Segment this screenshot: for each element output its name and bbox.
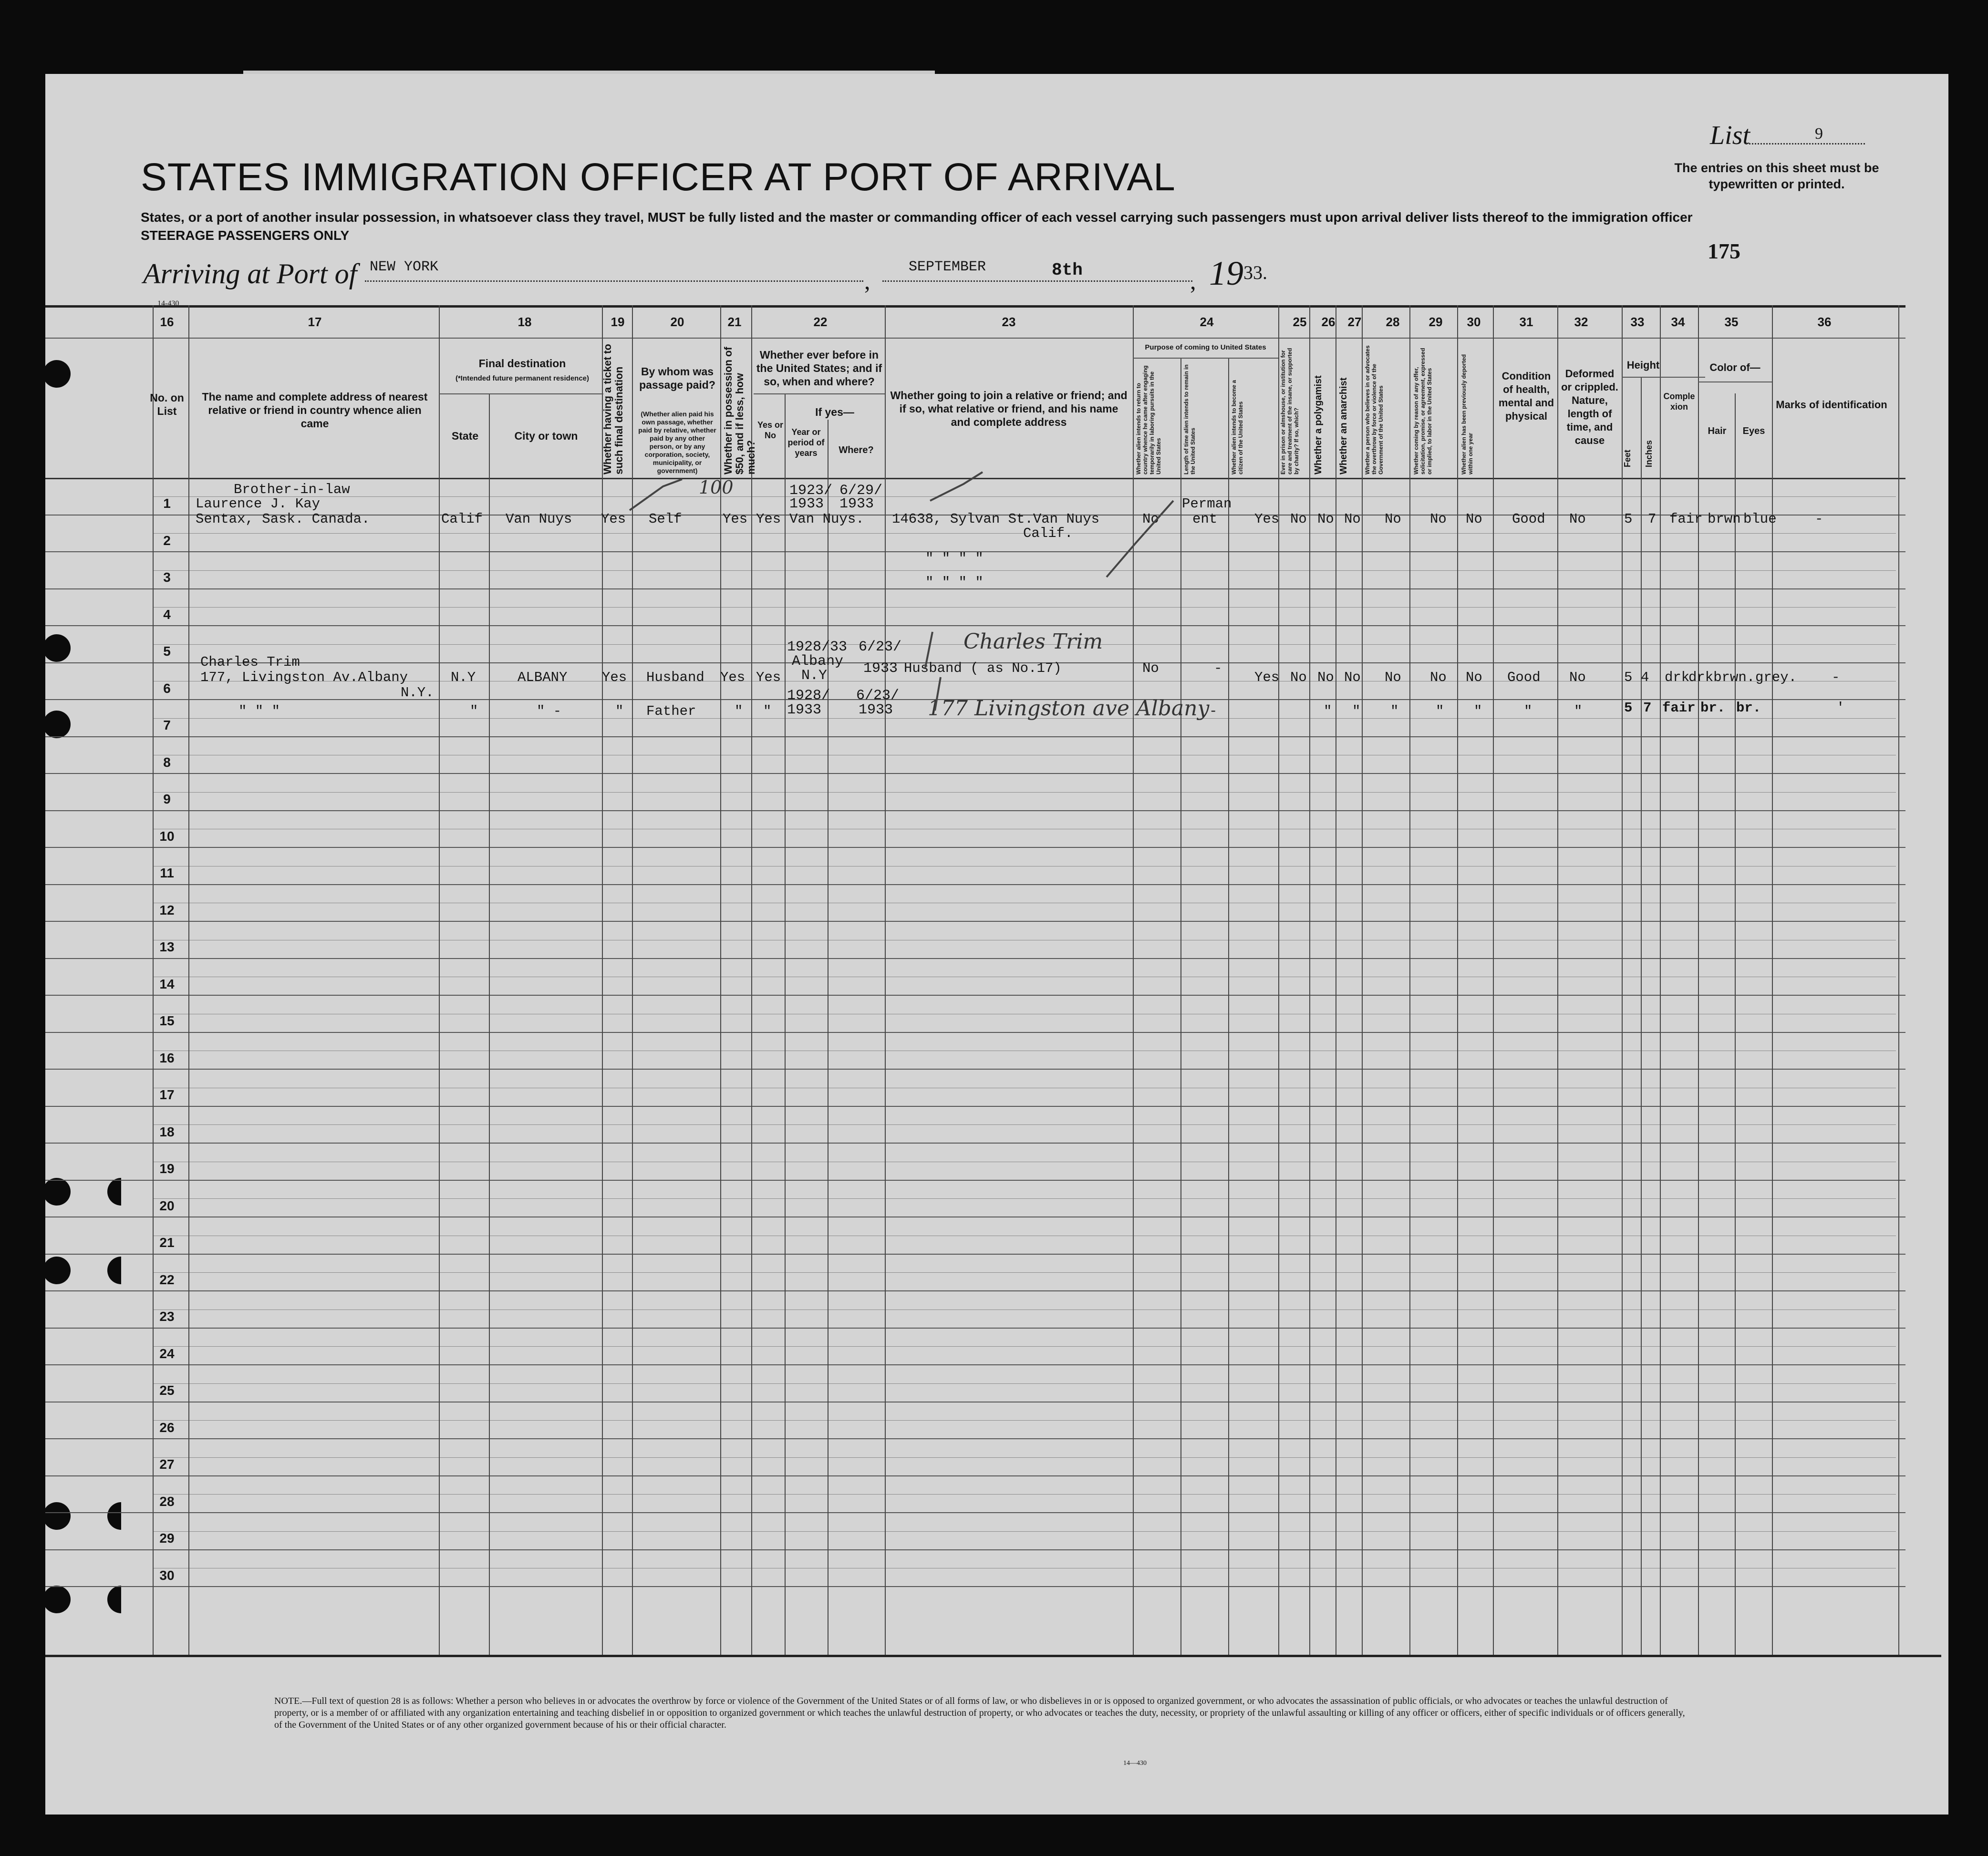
check-mark bbox=[935, 677, 941, 711]
check-mark bbox=[930, 472, 983, 501]
check-mark bbox=[630, 479, 682, 510]
row-rule bbox=[45, 736, 1905, 737]
r6-marks: ' bbox=[1836, 700, 1845, 716]
r6-ditto-f: " bbox=[1524, 703, 1532, 719]
r1-feet: 5 bbox=[1624, 511, 1633, 527]
col-num-20: 20 bbox=[670, 315, 684, 329]
row-rule bbox=[45, 921, 1905, 922]
date-line bbox=[882, 280, 1192, 282]
hdr-purpose-citizen: Whether alien intends to become a citizen of the United States bbox=[1231, 380, 1244, 474]
row-number: 5 bbox=[163, 644, 171, 659]
col-num-23: 23 bbox=[1002, 315, 1016, 329]
punch-hole bbox=[43, 634, 71, 662]
hdr-prison: Ever in prison or almshouse, or institution for care and treatment of the insane, or supported by charity? If so, which? bbox=[1280, 348, 1300, 474]
r1-money-handwritten: 100 bbox=[699, 477, 734, 498]
hdr-passage-paid: By whom was passage paid? bbox=[639, 365, 715, 391]
r6-years-1: 1928/ bbox=[787, 688, 830, 704]
list-number-line bbox=[1746, 143, 1865, 144]
row-number: 21 bbox=[159, 1235, 175, 1250]
hdr-marks: Marks of identification bbox=[1776, 399, 1887, 411]
row-rule bbox=[45, 1180, 1905, 1181]
r6-length: - bbox=[1209, 703, 1218, 719]
row-guide-line bbox=[153, 1383, 1896, 1384]
r5-hair: drkbrwn. bbox=[1688, 670, 1755, 685]
footnote-question-28: NOTE.—Full text of question 28 is as follows: Whether a person who believes in or advocates the overthrow by force or violence of the Government of the United States or of all forms of law, or who disbelieves in or is opposed to organized government, or who advocates the assassination of public officials, or who advocates or teaches the unlawful destruction of property, or is a member of or affiliated with any organization entertaining and teaching disbelief in or opposition to organized government or which teaches the unlawful destruction of property, or who advocates or teaches the duty, necessity, or propriety of the unlawful assaulting or killing of any officer or officers, either of specific individuals or of officers generally, of the Government of the United States or of any other organized government because of his or their official character. bbox=[274, 1696, 1685, 1730]
col-num-16: 16 bbox=[160, 315, 174, 329]
r1-deported: No bbox=[1466, 511, 1482, 527]
hdr-height: Height bbox=[1626, 359, 1660, 371]
col-num-30: 30 bbox=[1467, 315, 1481, 329]
hdr-feet: Feet bbox=[1623, 449, 1632, 467]
col-num-32: 32 bbox=[1574, 315, 1588, 329]
column-rule bbox=[1493, 305, 1494, 1655]
hdr-inches: Inches bbox=[1644, 440, 1654, 467]
column-rule bbox=[1362, 305, 1363, 1655]
column-rule bbox=[602, 305, 603, 1655]
r5-complexion: drk bbox=[1665, 670, 1690, 685]
r5-polygamist: No bbox=[1317, 670, 1334, 685]
r6-ditto-g: " bbox=[1574, 703, 1583, 719]
punch-hole bbox=[43, 711, 71, 738]
r1-state: Calif bbox=[441, 511, 483, 527]
hdr-complexion: Complexion bbox=[1663, 392, 1695, 412]
month-value: SEPTEMBER bbox=[909, 259, 986, 275]
col-num-35: 35 bbox=[1724, 315, 1739, 329]
r5-deported: No bbox=[1466, 670, 1482, 685]
column-rule bbox=[1622, 305, 1623, 1655]
row-number: 23 bbox=[159, 1309, 175, 1324]
row-guide-line bbox=[153, 1124, 1896, 1125]
r6-join-handwritten: 177 Livingston ave Albany bbox=[928, 696, 1210, 721]
form-title: STATES IMMIGRATION OFFICER AT PORT OF ARRIVAL bbox=[141, 155, 1176, 199]
year-suffix: 33. bbox=[1243, 262, 1267, 283]
hdr-joining: Whether going to join a relative or friend; and if so, what relative or friend, and his name and complete address bbox=[890, 389, 1128, 428]
col-num-31: 31 bbox=[1519, 315, 1533, 329]
r1-years-2: 1933 bbox=[789, 496, 824, 512]
r5-where-place-2: N.Y bbox=[801, 668, 828, 684]
col-num-18: 18 bbox=[518, 315, 532, 329]
r6-ditto-a: " bbox=[1324, 703, 1332, 719]
row-rule bbox=[45, 1032, 1905, 1033]
r6-eyes: br. bbox=[1736, 700, 1761, 716]
purpose-rule bbox=[1133, 358, 1278, 359]
col-num-19: 19 bbox=[611, 315, 625, 329]
r5-anarchist: No bbox=[1344, 670, 1361, 685]
col-num-29: 29 bbox=[1429, 315, 1443, 329]
r6-ditto-b: " bbox=[1352, 703, 1361, 719]
r1-citizen: Yes bbox=[1254, 511, 1280, 527]
table-top-rule bbox=[45, 305, 1905, 308]
row-number: 10 bbox=[159, 829, 175, 844]
row-guide-line bbox=[153, 1457, 1896, 1458]
before-us-rule bbox=[754, 393, 885, 394]
row-rule bbox=[45, 847, 1905, 848]
hdr-ticket: Whether having a ticket to such final destination bbox=[601, 344, 625, 474]
col-num-28: 28 bbox=[1386, 315, 1400, 329]
row-number: 11 bbox=[160, 866, 174, 880]
r1-relative-line3: Sentax, Sask. Canada. bbox=[196, 511, 370, 527]
column-rule bbox=[1898, 305, 1899, 1655]
row-guide-line bbox=[153, 1494, 1896, 1495]
col-num-21: 21 bbox=[727, 315, 742, 329]
r6-hair: br. bbox=[1700, 700, 1726, 716]
r1-polygamist: No bbox=[1317, 511, 1334, 527]
r1-complexion: fair bbox=[1669, 511, 1703, 527]
punch-hole bbox=[43, 1178, 71, 1206]
row-number: 25 bbox=[159, 1383, 175, 1398]
row-number: 29 bbox=[159, 1531, 175, 1546]
row-number: 6 bbox=[163, 681, 171, 696]
r1-join-line1: 14638, Sylvan St.Van Nuys bbox=[892, 511, 1100, 527]
day-value: 8th bbox=[1052, 260, 1083, 280]
row-guide-line bbox=[153, 1272, 1896, 1273]
list-number: 9 bbox=[1815, 125, 1823, 143]
r5-where-2: 1933 bbox=[863, 660, 898, 677]
r1-hair: brwn bbox=[1708, 511, 1741, 527]
hdr-health: Condition of health, mental and physical bbox=[1498, 370, 1554, 422]
hdr-deformed: Deformed or crippled. Nature, length of time, and cause bbox=[1561, 368, 1618, 446]
r5-where-1: 6/23/ bbox=[859, 639, 902, 655]
check-mark bbox=[1107, 501, 1173, 577]
row-rule bbox=[45, 1143, 1905, 1144]
row-guide-line bbox=[153, 1531, 1896, 1532]
hdr-fifty-dollars: Whether in possession of $50, and if less, how much? bbox=[722, 347, 757, 474]
row-number: 28 bbox=[159, 1494, 175, 1509]
col-num-26: 26 bbox=[1321, 315, 1336, 329]
year-prefix: 19 bbox=[1209, 254, 1243, 292]
row-guide-line bbox=[153, 1346, 1896, 1347]
row-number: 3 bbox=[163, 570, 171, 585]
r5-city: ALBANY bbox=[518, 670, 568, 685]
r1-length-1: Perman bbox=[1182, 496, 1232, 512]
row-rule bbox=[45, 884, 1905, 885]
r1-anarchist: No bbox=[1344, 511, 1361, 527]
r6-feet: 5 bbox=[1624, 700, 1633, 716]
r1-purpose-return: No bbox=[1142, 511, 1159, 527]
column-rule bbox=[489, 393, 490, 1655]
punch-hole bbox=[43, 1257, 71, 1284]
punch-hole bbox=[43, 1586, 71, 1613]
row-rule bbox=[45, 1475, 1905, 1476]
check-mark bbox=[925, 632, 932, 668]
r5-health: Good bbox=[1507, 670, 1541, 685]
punch-hole bbox=[107, 1178, 135, 1206]
row-number: 7 bbox=[163, 718, 171, 732]
row-number: 13 bbox=[159, 939, 175, 954]
r5-before: Yes bbox=[756, 670, 781, 685]
r1-marks: - bbox=[1815, 511, 1823, 527]
col-num-17: 17 bbox=[308, 315, 322, 329]
hdr-final-destination-note: (*Intended future permanent residence) bbox=[455, 374, 590, 382]
row-number: 12 bbox=[159, 903, 175, 918]
hdr-final-destination: Final destination bbox=[478, 357, 566, 370]
r5-relative-line2: 177, Livingston Av.Albany bbox=[200, 670, 408, 685]
row-rule bbox=[45, 995, 1905, 996]
row-number: 15 bbox=[159, 1013, 175, 1028]
r1-relative-line2: Laurence J. Kay bbox=[196, 496, 321, 512]
page-number: 175 bbox=[1708, 239, 1740, 263]
hdr-before-us: Whether ever before in the United States; and if so, when and where? bbox=[756, 349, 882, 388]
r6-complexion: fair bbox=[1662, 700, 1696, 716]
r1-where-place: Van Nuys. bbox=[789, 511, 864, 527]
hdr-offer: Whether coming by reason of any offer, solicitation, promise, or agreement, expressed or implied, to labor in the United States bbox=[1413, 348, 1433, 474]
hdr-anarchist: Whether an anarchist bbox=[1338, 377, 1349, 474]
r6-money: " bbox=[735, 703, 743, 719]
row-rule bbox=[45, 958, 1905, 959]
r1-ticket: Yes bbox=[601, 511, 626, 527]
row-number: 26 bbox=[159, 1420, 175, 1435]
row-rule bbox=[45, 1069, 1905, 1070]
col-num-33: 33 bbox=[1630, 315, 1645, 329]
row-guide-line bbox=[153, 1198, 1896, 1199]
row-rule bbox=[45, 1106, 1905, 1107]
r6-relative-ditto: " " " bbox=[238, 703, 280, 719]
row-rule bbox=[45, 1586, 1905, 1587]
col-num-25: 25 bbox=[1293, 315, 1307, 329]
typewritten-notice: The entries on this sheet must be typewritten or printed. bbox=[1674, 161, 1879, 191]
r5-prison: No bbox=[1290, 670, 1307, 685]
r6-city: " - bbox=[537, 703, 562, 719]
column-rule bbox=[439, 305, 440, 1655]
hdr-deported: Whether alien has been previously deported within one year bbox=[1460, 354, 1474, 474]
col-num-27: 27 bbox=[1347, 315, 1362, 329]
row-number: 2 bbox=[163, 533, 171, 548]
hdr-purpose-length: Length of time alien intends to remain in the United States bbox=[1183, 364, 1196, 474]
row-rule bbox=[45, 1549, 1905, 1550]
hdr-if-yes: If yes— bbox=[815, 406, 854, 418]
hdr-relative-address: The name and complete address of nearest relative or friend in country whence alien came bbox=[202, 391, 428, 430]
column-rule bbox=[1641, 377, 1642, 1655]
hdr-no-on-list: No. on List bbox=[150, 392, 184, 417]
row-number: 30 bbox=[159, 1568, 175, 1583]
punch-hole bbox=[107, 1586, 135, 1613]
row-number: 24 bbox=[159, 1346, 175, 1361]
column-rule bbox=[1772, 305, 1773, 1655]
row-number: 20 bbox=[159, 1198, 175, 1213]
manifest-sheet bbox=[45, 74, 1948, 1815]
row-number: 18 bbox=[159, 1124, 175, 1139]
r1-years-1: 1923/ bbox=[789, 483, 833, 499]
column-number-rule bbox=[45, 338, 1905, 339]
port-value: NEW YORK bbox=[370, 259, 439, 275]
hdr-year-period: Year or period of years bbox=[787, 427, 825, 458]
hdr-color-of: Color of— bbox=[1709, 361, 1760, 373]
r6-ditto-c: " bbox=[1390, 703, 1399, 719]
r5-eyes: grey. bbox=[1755, 670, 1797, 685]
r1-relative-line1: Brother-in-law bbox=[234, 482, 350, 497]
row-number: 16 bbox=[159, 1051, 175, 1065]
row-number: 4 bbox=[163, 607, 171, 622]
row-rule bbox=[45, 1438, 1905, 1439]
r6-ticket: " bbox=[615, 703, 624, 719]
r1-before: Yes bbox=[756, 511, 781, 527]
r5-years: 1928/33 bbox=[787, 639, 848, 655]
hdr-yes-no: Yes or No bbox=[757, 420, 784, 440]
r5-where-place-1: Albany bbox=[792, 653, 844, 670]
r6-where-2: 1933 bbox=[859, 702, 893, 718]
r5-citizen: Yes bbox=[1254, 670, 1280, 685]
hdr-passage-paid-note: (Whether alien paid his own passage, whether paid by relative, whether paid by any other person, or by any corporation, society, municipality, or government) bbox=[638, 410, 716, 474]
row-rule bbox=[45, 1290, 1905, 1291]
r1-where-1: 6/29/ bbox=[839, 483, 883, 499]
r6-passage-paid: Father bbox=[646, 703, 696, 719]
row-rule bbox=[45, 1364, 1905, 1365]
row-number: 19 bbox=[159, 1161, 175, 1176]
r1-where-2: 1933 bbox=[839, 496, 874, 512]
r5-relative-line3: N.Y. bbox=[401, 685, 434, 701]
r1-join-line2: Calif. bbox=[1023, 526, 1073, 541]
form-number: 14-430 bbox=[157, 299, 179, 308]
port-line bbox=[365, 280, 863, 282]
r1-health: Good bbox=[1512, 511, 1545, 527]
r1-deformed: No bbox=[1569, 511, 1586, 527]
height-rule bbox=[1622, 377, 1705, 378]
r1-prison: No bbox=[1290, 511, 1307, 527]
r1-passage-paid: Self bbox=[649, 511, 682, 527]
column-rule bbox=[1309, 305, 1310, 1655]
punch-hole bbox=[43, 360, 71, 388]
column-rule bbox=[1698, 305, 1699, 1655]
row-rule bbox=[45, 773, 1905, 774]
port-label: Arriving at Port of bbox=[143, 258, 357, 289]
col-num-34: 34 bbox=[1671, 315, 1685, 329]
r5-offer: No bbox=[1430, 670, 1447, 685]
punch-hole bbox=[43, 1502, 71, 1530]
r5-join: Husband ( as No.17) bbox=[904, 660, 1062, 676]
row-number: 9 bbox=[163, 792, 171, 806]
r6-before: " bbox=[763, 703, 772, 719]
column-rule bbox=[1457, 305, 1458, 1655]
hdr-purpose: Purpose of coming to United States bbox=[1145, 343, 1266, 351]
r5-purpose-return: No bbox=[1142, 660, 1159, 676]
r5-money-yes: Yes bbox=[720, 670, 746, 685]
punch-hole bbox=[107, 1257, 135, 1284]
row-rule bbox=[45, 810, 1905, 811]
check-marks bbox=[620, 458, 1240, 725]
hdr-eyes: Eyes bbox=[1742, 426, 1765, 436]
col-num-36: 36 bbox=[1817, 315, 1832, 329]
r5-marks: - bbox=[1832, 670, 1840, 685]
r6-ditto-e: " bbox=[1474, 703, 1482, 719]
row-number: 17 bbox=[159, 1087, 175, 1102]
r5-length: - bbox=[1214, 660, 1222, 676]
row-rule bbox=[45, 1512, 1905, 1513]
r3-join-ditto: " " " " bbox=[925, 575, 984, 590]
row-number: 14 bbox=[159, 977, 175, 991]
r1-city: Van Nuys bbox=[506, 511, 572, 527]
row-number: 1 bbox=[163, 496, 171, 511]
form-instruction-line: States, or a port of another insular possession, in whatsoever class they travel, MUST be fully listed and the master or commanding officer of each vessel carrying such passengers must upon arrival deliver lists thereof to the immigration officer bbox=[141, 210, 1693, 225]
r5-feet: 5 bbox=[1624, 670, 1633, 685]
row-number: 8 bbox=[163, 755, 171, 770]
r5-ticket: Yes bbox=[602, 670, 627, 685]
footer-form-number: 14—430 bbox=[1123, 1760, 1147, 1767]
punch-hole bbox=[107, 1502, 135, 1530]
r2-join-ditto: " " " " bbox=[925, 551, 984, 567]
row-guide-line bbox=[153, 1420, 1896, 1421]
hdr-hair: Hair bbox=[1708, 426, 1727, 436]
r6-years-2: 1933 bbox=[787, 702, 822, 718]
hdr-purpose-return: Whether alien intends to return to country whence he came after engaging temporarily in laboring pursuits in the United States bbox=[1135, 365, 1162, 474]
hdr-state: State bbox=[451, 430, 479, 442]
date-comma: , bbox=[1190, 268, 1196, 294]
column-rule bbox=[1278, 305, 1279, 1655]
r6-inches: 7 bbox=[1643, 700, 1652, 716]
r5-passage-paid: Husband bbox=[646, 670, 704, 685]
r1-money-yes: Yes bbox=[723, 511, 748, 527]
table-bottom-rule bbox=[45, 1655, 1941, 1657]
steerage-label: STEERAGE PASSENGERS ONLY bbox=[141, 228, 350, 243]
col-num-22: 22 bbox=[813, 315, 828, 329]
r1-inches: 7 bbox=[1648, 511, 1657, 527]
row-number: 27 bbox=[159, 1457, 175, 1472]
r5-inches: 4 bbox=[1641, 670, 1649, 685]
hdr-city: City or town bbox=[514, 430, 578, 442]
r1-offer: No bbox=[1430, 511, 1447, 527]
column-rule bbox=[1409, 305, 1410, 1655]
list-label: List bbox=[1710, 121, 1750, 150]
column-rule bbox=[1660, 305, 1661, 1655]
port-comma: , bbox=[864, 268, 870, 294]
column-rule bbox=[1557, 305, 1558, 1655]
r6-ditto-d: " bbox=[1436, 703, 1444, 719]
hdr-overthrow: Whether a person who believes in or advocates the overthrow by force or violence of the Government of the United States bbox=[1364, 345, 1384, 474]
r1-eyes: blue bbox=[1743, 511, 1777, 527]
row-guide-line bbox=[153, 792, 1896, 793]
r5-deformed: No bbox=[1569, 670, 1586, 685]
r6-where-1: 6/23/ bbox=[856, 688, 900, 704]
hdr-polygamist: Whether a polygamist bbox=[1313, 375, 1324, 474]
column-rule bbox=[188, 305, 189, 1655]
r1-overthrow: No bbox=[1385, 511, 1401, 527]
col-num-24: 24 bbox=[1200, 315, 1214, 329]
r1-length-2: ent bbox=[1192, 511, 1218, 527]
r5-join-handwritten: Charles Trim bbox=[963, 629, 1103, 654]
final-dest-rule bbox=[439, 393, 603, 394]
r5-overthrow: No bbox=[1385, 670, 1401, 685]
r5-state: N.Y bbox=[451, 670, 476, 685]
column-rule bbox=[1735, 393, 1736, 1655]
row-rule bbox=[45, 1328, 1905, 1329]
r6-state: " bbox=[470, 703, 478, 719]
row-number: 22 bbox=[159, 1272, 175, 1287]
row-rule bbox=[45, 1254, 1905, 1255]
r5-relative-line1: Charles Trim bbox=[200, 654, 300, 670]
hdr-where: Where? bbox=[839, 445, 874, 455]
